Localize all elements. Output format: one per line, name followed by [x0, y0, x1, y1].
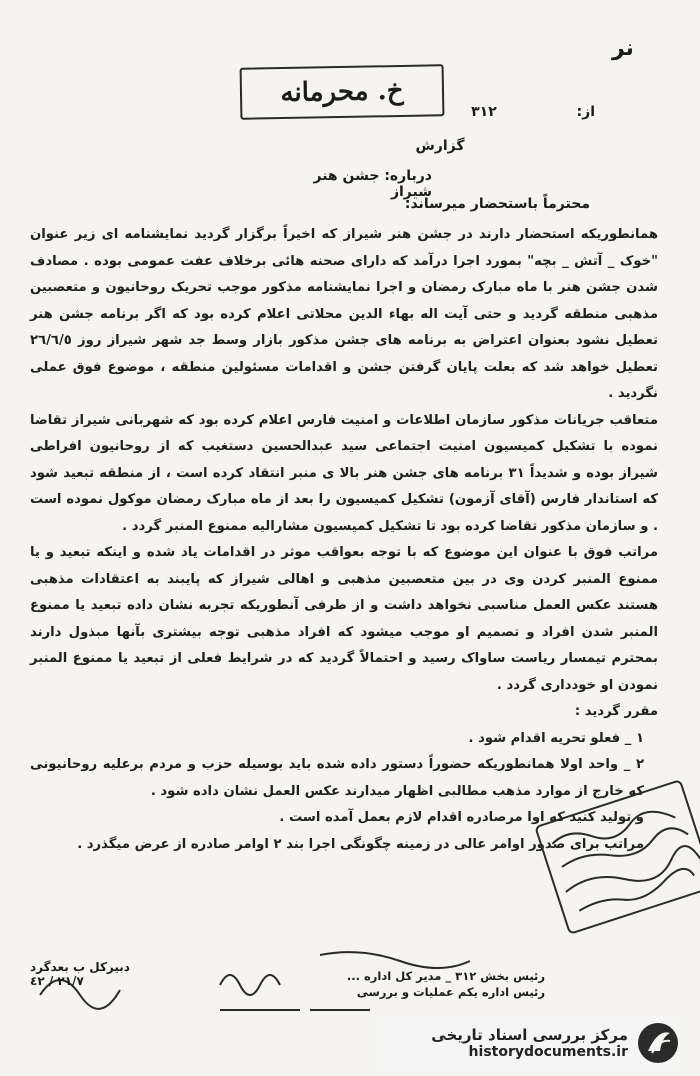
- paragraph-2: متعاقب جریانات مذکور سازمان اطلاعات و امنیت فارس اعلام کرده بود که شهربانی شیراز تقاضا نموده با تشکیل کمیسیون امنیت اجتماعی سید عبدالحسین دستغیب که از روحانیون افراطی شیراز بوده و شدیداً ٣١ برنامه های جشن هنر بالا ی منبر انتقاد کرده است ، از منطقه تبعید شود که استاندار فارس (آقای آزمون) تشکیل کمیسیون را بعد از ماه مبارک رمضان موکول نموده است . و سازمان مذکور تقاضا کرده بود تا تشکیل کمیسیون مشارالیه ممنوع المنبر گردد .: [30, 412, 658, 534]
- watermark-text: [431, 1026, 628, 1060]
- action-heading: مقرر گردید :: [574, 704, 658, 719]
- signature-left-line-1: دبیرکل ب بعدگرد: [30, 960, 130, 974]
- signature-right-line-1: رئیس بخش ٣١٢ _ مدیر کل اداره ...: [346, 969, 545, 983]
- action-item-4: مراتب برای صدور اوامر عالی در زمینه چگونگی اجرا بند ٢ اوامر صادره از عرض میگذرد .: [77, 836, 644, 852]
- from-line: [420, 104, 595, 120]
- corner-mark: نر: [612, 36, 634, 61]
- action-item-3: و تولید کنید که اوا مرصادره اقدام لازم بعمل آمده است .: [279, 810, 644, 825]
- action-item-2: ٢ _ واحد اولا همانطوریکه حضوراً دستور داده شده باید بوسیله حزب و مردم برعلیه روحانیونی که خارج از موارد مذهب مطالبی اظهار میدارند عکس العمل نشان داده شود .: [30, 757, 644, 799]
- paragraph-1: همانطوریکه استحضار دارند در جشن هنر شیراز که اخیراً برگزار گردید نمایشنامه ای زیر عنوان "خوک _ آتش _ بچه" بمورد اجرا درآمد که دارای صحنه هائی برخلاف عفت عمومی بوده . مصادف شدن جشن هنر با ماه مبارک رمضان و اجرا نمایشنامه مذکور موجب تحریک روحانیون و متعصبین مذهبی منطقه گردید و حتی آیت اله بهاء الدین محلاتی اعلام کرده بود که اگر برنامه جشن هنر تعطیل نشود بعنوان اعتراض به برنامه های جشن مذکور بازار وسط جد شهر شیراز روز ٢٦/٦/٥ تعطیل خواهد شد که بعلت پایان گرفتن جشن و اقدامات مسئولین منطقه ، موضوع فوق عملی نگردید .: [30, 227, 658, 401]
- watermark-url: historydocuments.ir: [468, 1044, 628, 1060]
- from-number: ٣١٢: [471, 104, 497, 120]
- classification-stamp: خ. محرمانه: [240, 64, 445, 120]
- signature-left-line-2: ٢١/٧ / ٤٢: [30, 974, 84, 988]
- signature-left-block: [30, 960, 180, 988]
- subject-line: درباره: جشن هنر شیراز: [313, 168, 432, 200]
- from-label: از:: [576, 104, 595, 120]
- salutation: محترماً باستحضار میرساند:: [404, 196, 590, 212]
- action-item-1: ١ _ فعلو تحریه اقدام شود .: [468, 730, 644, 746]
- signature-right-line-2: رئیس اداره یکم عملیات و بررسی: [356, 985, 545, 999]
- document-body: [30, 222, 658, 858]
- report-title: گزارش: [415, 138, 465, 154]
- archive-logo-icon: [636, 1021, 680, 1065]
- watermark-title: مرکز بررسی اسناد تاریخی: [431, 1026, 628, 1044]
- watermark: [380, 1016, 680, 1070]
- signature-right-block: [300, 968, 545, 1000]
- paragraph-3: مراتب فوق با عنوان این موضوع که با توجه بعواقب موثر در اقدامات یاد شده و اینکه تبعید و یا ممنوع المنبر کردن وی در بین متعصبین مذهبی و اهالی شیراز که پایبند به اعتقادات مذهبی هستند عکس العمل مناسبی نخواهد داشت و از طرفی آنطوریکه تجربه نشان داده تبعید یا ممنوع المنبر شدن افراد و تصمیم او موجب میشود که افراد مذهبی توجه بیشتری بآنها مبذول دارند بمحترم تیمسار ریاست ساواک رسید و احتمالاً گردید که در شرایط فعلی از تبعید یا ممنوع المنبر نمودن او خودداری گردد .: [30, 545, 658, 693]
